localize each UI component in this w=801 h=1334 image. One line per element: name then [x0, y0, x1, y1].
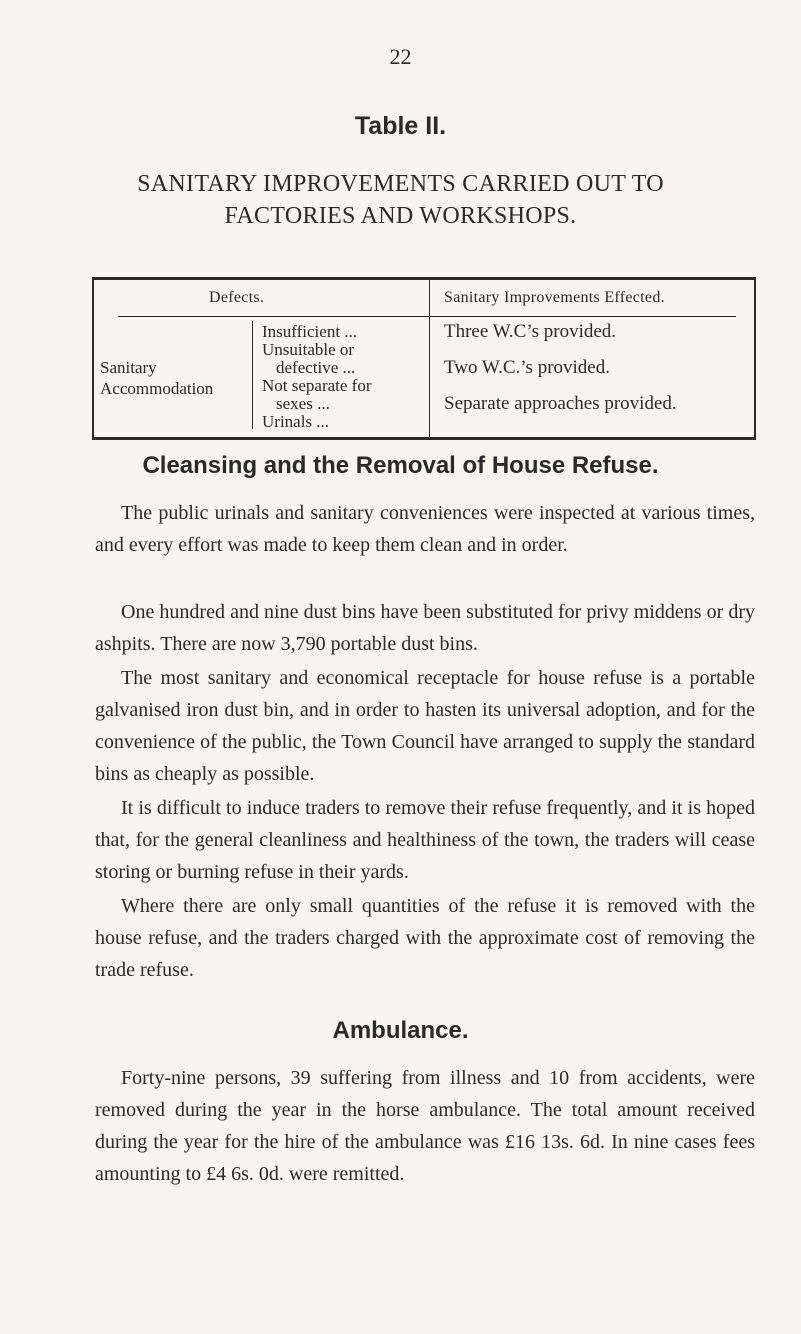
improvement-two-wc: Two W.C.’s provided.: [444, 357, 610, 378]
column-header-defects: Defects.: [209, 289, 265, 306]
column-header-improvements: Sanitary Improvements Effected.: [444, 289, 665, 306]
row-group-line2: Accommodation: [100, 379, 214, 398]
ambulance-heading: Ambulance.: [332, 1017, 469, 1044]
defect-not-separate: Not separate for: [262, 376, 372, 395]
cleansing-paragraph-5: Where there are only small quantities of the refuse it is removed with the house refuse, and the traders charged with the approximate cost of removing the trade refuse.: [95, 895, 755, 981]
cleansing-heading: Cleansing and the Removal of House Refuse.: [142, 452, 659, 479]
table-title-line1: SANITARY IMPROVEMENTS CARRIED OUT TO: [137, 171, 664, 197]
cleansing-paragraph-3: The most sanitary and economical receptacle for house refuse is a portable galvanised iron dust bin, and in order to hasten its universal adoption, and for the convenience of the public, the Town Council have arranged to supply the standard bins as cheaply as possible.: [95, 667, 755, 785]
table-title-line2: FACTORIES AND WORKSHOPS.: [224, 203, 577, 229]
ambulance-paragraph-1: Forty-nine persons, 39 suffering from illness and 10 from accidents, were removed during the year in the horse ambulance. The total amount received during the year for the hire of the ambulance was £16 13s. 6d. In nine cases fees amounting to £4 6s. 0d. were remitted.: [95, 1067, 755, 1185]
table-label: Table II.: [354, 112, 447, 140]
cleansing-paragraph-1: The public urinals and sanitary conveniences were inspected at various times, and every effort was made to keep them clean and in order.: [95, 502, 755, 556]
defect-unsuitable: Unsuitable or: [262, 340, 355, 359]
cleansing-paragraph-4: It is difficult to induce traders to remove their refuse frequently, and it is hoped that, for the general cleanliness and healthiness of the town, the traders will cease storing or burning refuse in their yards.: [95, 797, 755, 883]
defect-urinals: Urinals ...: [262, 412, 330, 431]
cleansing-paragraph-2: One hundred and nine dust bins have been substituted for privy middens or dry ashpits. There are now 3,790 portable dust bins.: [95, 601, 755, 655]
defect-not-separate-cont: sexes ...: [276, 394, 330, 413]
row-group-line1: Sanitary: [100, 358, 157, 377]
improvement-three-wc: Three W.C’s provided.: [444, 321, 617, 342]
defect-insufficient: Insufficient ...: [262, 322, 358, 341]
table-rows-extra: [94, 279, 754, 398]
defect-unsuitable-cont: defective ...: [276, 358, 356, 377]
improvement-separate-approaches: Separate approaches provided.: [444, 393, 677, 414]
page-number: 22: [389, 44, 412, 69]
